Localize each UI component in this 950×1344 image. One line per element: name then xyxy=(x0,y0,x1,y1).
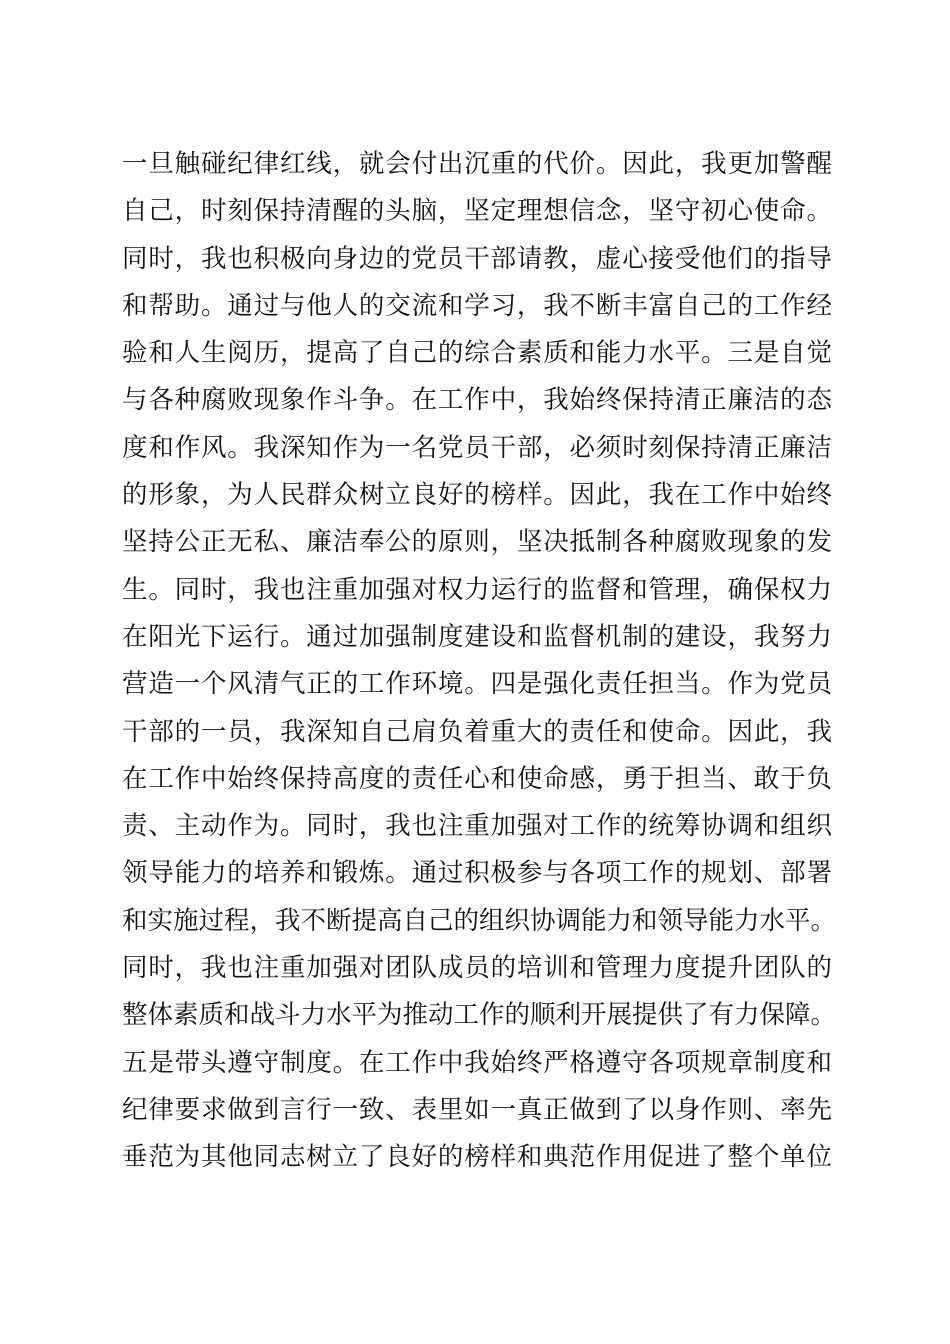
text-line: 与各种腐败现象作斗争。在工作中，我始终保持清正廉洁的态 xyxy=(122,385,832,416)
text-line: 五是带头遵守制度。在工作中我始终严格遵守各项规章制度和 xyxy=(122,1047,832,1078)
text-line: 营造一个风清气正的工作环境。四是强化责任担当。作为党员 xyxy=(122,669,832,700)
text-line: 同时，我也积极向身边的党员干部请教，虚心接受他们的指导 xyxy=(122,243,832,274)
body-text xyxy=(122,141,837,1182)
text-line: 垂范为其他同志树立了良好的榜样和典范作用促进了整个单位 xyxy=(122,1142,832,1173)
text-line: 责、主动作为。同时，我也注重加强对工作的统筹协调和组织 xyxy=(122,811,832,842)
text-line: 在阳光下运行。通过加强制度建设和监督机制的建设，我努力 xyxy=(122,621,832,652)
text-line: 一旦触碰纪律红线，就会付出沉重的代价。因此，我更加警醒 xyxy=(122,149,832,179)
text-line: 验和人生阅历，提高了自己的综合素质和能力水平。三是自觉 xyxy=(122,338,832,369)
text-line: 在工作中始终保持高度的责任心和使命感，勇于担当、敢于负 xyxy=(122,763,832,794)
text-line: 和帮助。通过与他人的交流和学习，我不断丰富自己的工作经 xyxy=(122,290,832,321)
text-line: 整体素质和战斗力水平为推动工作的顺利开展提供了有力保障。 xyxy=(122,1000,837,1031)
text-line: 坚持公正无私、廉洁奉公的原则，坚决抵制各种腐败现象的发 xyxy=(122,527,832,558)
text-line: 的形象，为人民群众树立良好的榜样。因此，我在工作中始终 xyxy=(122,480,832,511)
text-line: 同时，我也注重加强对团队成员的培训和管理力度提升团队的 xyxy=(122,953,832,984)
text-line: 纪律要求做到言行一致、表里如一真正做到了以身作则、率先 xyxy=(122,1094,832,1125)
text-line: 生。同时，我也注重加强对权力运行的监督和管理，确保权力 xyxy=(122,574,832,605)
text-line: 自己，时刻保持清醒的头脑，坚定理想信念，坚守初心使命。 xyxy=(122,196,832,227)
text-line: 度和作风。我深知作为一名党员干部，必须时刻保持清正廉洁 xyxy=(122,432,832,463)
text-line: 和实施过程，我不断提高自己的组织协调能力和领导能力水平。 xyxy=(122,905,837,936)
text-line: 干部的一员，我深知自己肩负着重大的责任和使命。因此，我 xyxy=(122,716,832,747)
text-line: 领导能力的培养和锻炼。通过积极参与各项工作的规划、部署 xyxy=(122,858,832,889)
